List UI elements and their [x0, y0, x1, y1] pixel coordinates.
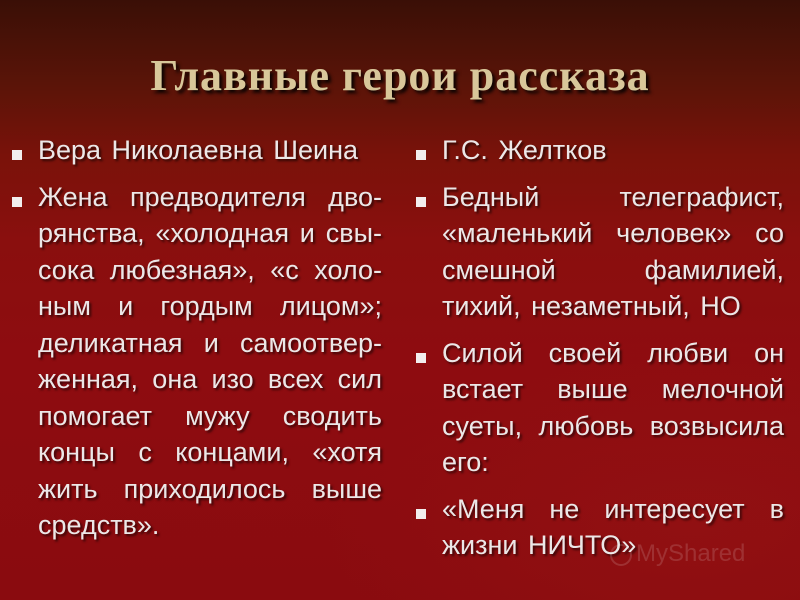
list-item-text: Бедный телеграфист, «маленький человек» со смешной фамилией, тихий, незаметный, НО	[442, 181, 784, 321]
slide-title: Главные герои рассказа	[150, 51, 650, 100]
list-item	[414, 179, 784, 325]
square-bullet-icon	[12, 150, 22, 160]
list-item-text: Г.С. Желтков	[442, 135, 607, 165]
list-item	[414, 132, 784, 169]
list-item	[10, 132, 382, 169]
watermark-text: MyShared	[636, 540, 746, 567]
list-item-text: Силой своей любви он встает выше мелочной суеты, любовь возвысила его:	[442, 337, 784, 477]
list-item-text: Жена предводителя дво-рянства, «холодная и свы-сока любезная», «с холо-ным и гордым лицом»; деликатная и самоотвер-женная, она изо всех сил помогает мужу сводить концы с концами, «хотя жить приходилось выше средств».	[38, 181, 382, 540]
list-item	[10, 179, 382, 544]
list-item-text: «Меня не интересует в жизни НИЧТО»	[442, 493, 784, 560]
square-bullet-icon	[416, 509, 426, 519]
square-bullet-icon	[416, 150, 426, 160]
right-column-list	[414, 132, 784, 574]
square-bullet-icon	[416, 197, 426, 207]
watermark	[610, 540, 745, 568]
square-bullet-icon	[12, 197, 22, 207]
square-bullet-icon	[416, 353, 426, 363]
myshared-logo-icon	[610, 544, 632, 566]
list-item-text: Вера Николаевна Шеина	[38, 135, 359, 165]
list-item	[414, 335, 784, 481]
left-column-list	[10, 132, 382, 554]
